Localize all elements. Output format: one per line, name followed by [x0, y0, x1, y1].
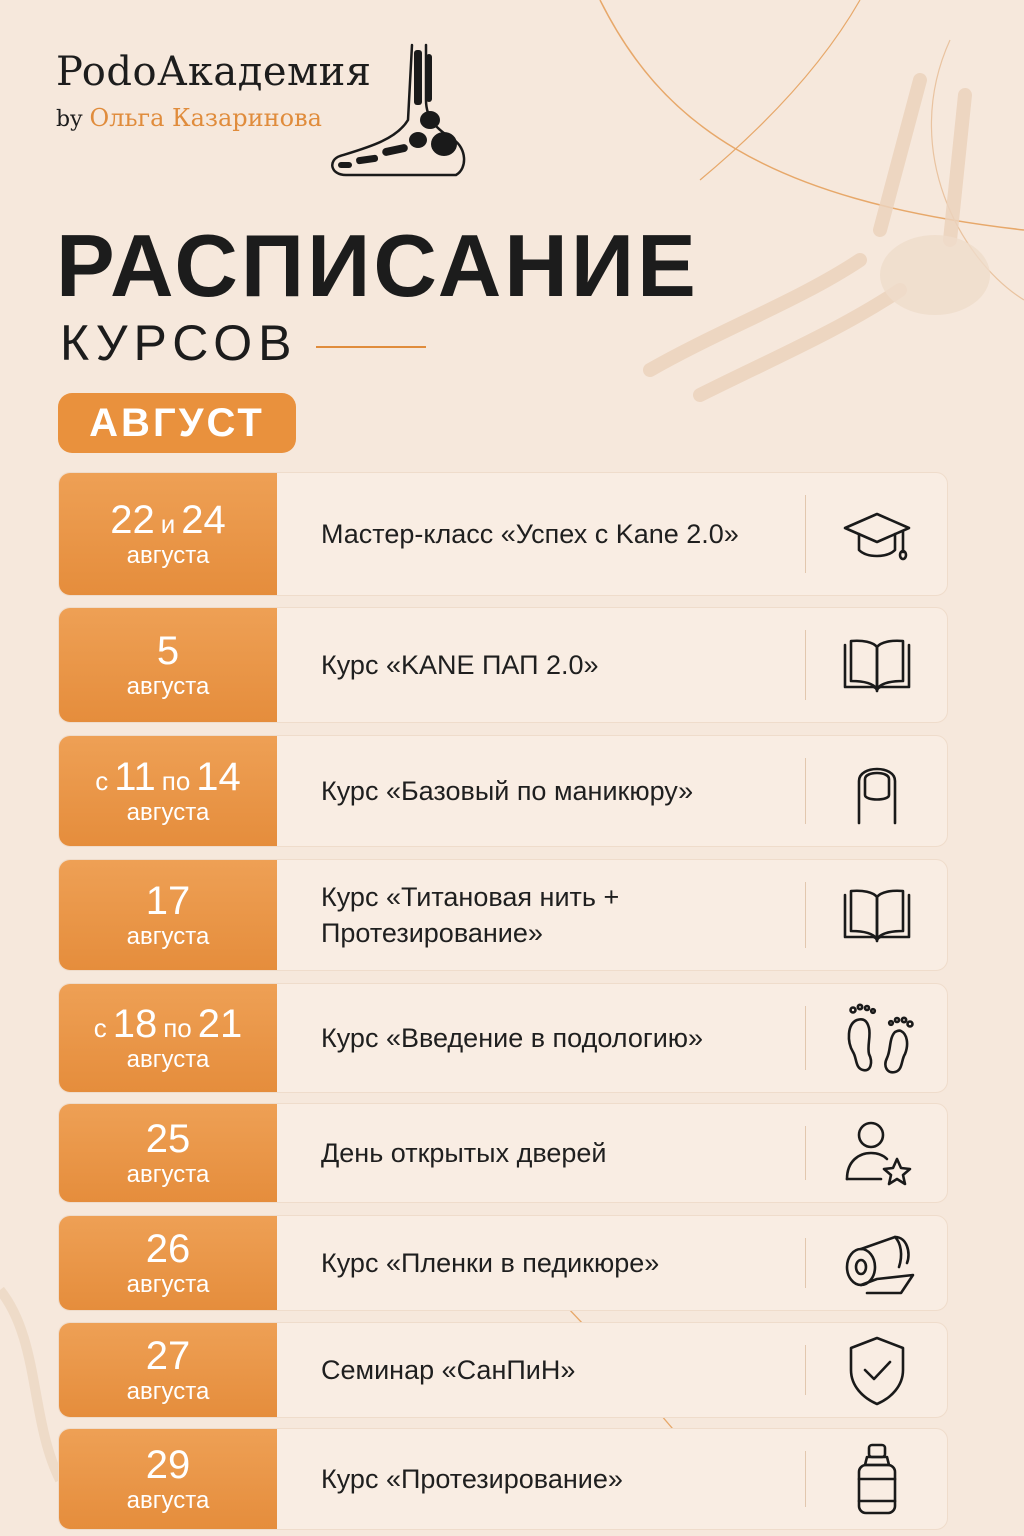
footprints-icon [837, 998, 917, 1078]
title-divider [316, 346, 426, 348]
row-divider [805, 1126, 806, 1180]
date-number: 18 [112, 1002, 158, 1046]
schedule-row [58, 1215, 948, 1311]
foot-xray-icon [326, 40, 476, 185]
logo [56, 49, 372, 132]
course-title: Курс «Введение в подологию» [321, 1022, 704, 1053]
date-cell [59, 473, 277, 595]
schedule-row [58, 1428, 948, 1530]
graduation-cap-icon [837, 494, 917, 574]
date-month: августа [126, 542, 210, 569]
course-title: Курс «KANE ПАП 2.0» [321, 649, 599, 680]
date-connector: по [163, 1013, 192, 1043]
schedule-row [58, 472, 948, 596]
course-title: Курс «Протезирование» [321, 1463, 623, 1494]
film-roll-icon [837, 1223, 917, 1303]
bottle-icon [837, 1439, 917, 1519]
course-title: Курс «Базовый по маникюру» [321, 775, 694, 806]
course-title: Курс «Пленки в педикюре» [321, 1247, 660, 1278]
date-cell [59, 1429, 277, 1529]
logo-title: PodoАкадемия [56, 49, 372, 95]
user-star-icon [837, 1113, 917, 1193]
schedule-row [58, 607, 948, 723]
fingernail-icon [837, 751, 917, 831]
date-month: августа [126, 799, 210, 826]
logo-author: Ольга Казаринова [89, 104, 322, 132]
shield-check-icon [837, 1330, 917, 1410]
logo-byline [56, 104, 372, 132]
date-cell [59, 984, 277, 1092]
row-divider [805, 1451, 806, 1507]
date-range [110, 500, 226, 540]
date-month: августа [126, 1161, 210, 1188]
date-number: 22 [110, 498, 155, 542]
date-number: 5 [156, 629, 180, 673]
row-divider [805, 1006, 806, 1070]
date-month: августа [126, 1271, 210, 1298]
date-cell [59, 1104, 277, 1202]
date-number: 25 [145, 1117, 191, 1161]
schedule-row [58, 1103, 948, 1203]
course-title: День открытых дверей [321, 1137, 607, 1168]
row-divider [805, 630, 806, 700]
date-number: 27 [145, 1334, 191, 1378]
schedule-row [58, 983, 948, 1093]
date-month: августа [126, 923, 210, 950]
row-divider [805, 495, 806, 573]
date-month: августа [126, 673, 210, 700]
date-range [95, 757, 241, 797]
schedule-row [58, 859, 948, 971]
date-month: августа [126, 1378, 210, 1405]
row-divider [805, 882, 806, 948]
date-range [157, 631, 179, 671]
logo-by-word: by [56, 107, 83, 132]
schedule-row [58, 1322, 948, 1418]
date-range [94, 1004, 243, 1044]
date-range [146, 881, 191, 921]
date-connector: и [160, 509, 176, 539]
row-divider [805, 758, 806, 824]
date-cell [59, 608, 277, 722]
date-cell [59, 860, 277, 970]
date-number: 21 [197, 1002, 243, 1046]
date-number: 26 [145, 1227, 191, 1271]
date-number: 29 [145, 1443, 191, 1487]
date-cell [59, 736, 277, 846]
date-connector: по [161, 766, 191, 796]
date-cell [59, 1323, 277, 1417]
open-book-icon [837, 875, 917, 955]
date-connector: с [93, 1013, 107, 1043]
date-range [146, 1119, 191, 1159]
date-range [146, 1336, 191, 1376]
month-badge: АВГУСТ [58, 393, 296, 453]
date-number: 14 [196, 755, 241, 799]
course-title: Курс «Титановая нить + Протезирование» [321, 881, 620, 948]
date-range [146, 1445, 191, 1485]
date-cell [59, 1216, 277, 1310]
course-title: Семинар «СанПиН» [321, 1354, 576, 1385]
schedule-row [58, 735, 948, 847]
date-connector: с [95, 766, 109, 796]
date-month: августа [126, 1046, 210, 1073]
row-divider [805, 1345, 806, 1395]
row-divider [805, 1238, 806, 1288]
open-book-icon [837, 625, 917, 705]
date-month: августа [126, 1487, 210, 1514]
page-title: РАСПИСАНИЕ [56, 216, 699, 315]
course-title: Мастер-класс «Успех с Kane 2.0» [321, 518, 739, 549]
date-number: 24 [181, 498, 226, 542]
date-range [146, 1229, 191, 1269]
date-number: 17 [145, 879, 191, 923]
page-subtitle: КУРСОВ [60, 315, 298, 371]
date-number: 11 [114, 755, 156, 799]
